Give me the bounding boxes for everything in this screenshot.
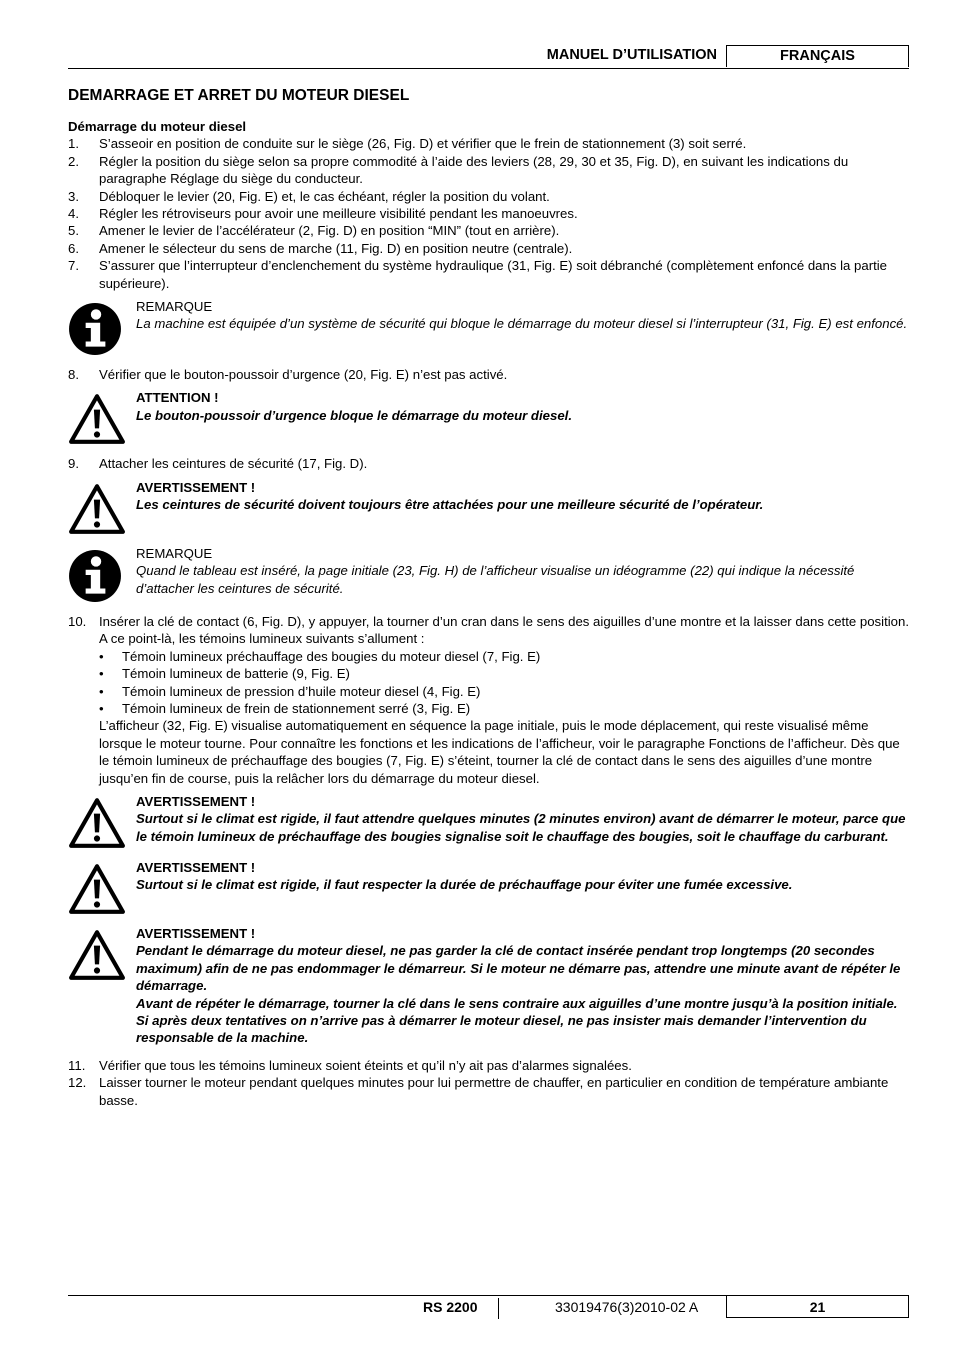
- note-title: REMARQUE: [136, 299, 213, 315]
- warning-icon: [68, 863, 126, 915]
- bullet-item: • Témoin lumineux de pression d’huile moteur diesel (4, Fig. E): [99, 683, 481, 699]
- bullet-item: • Témoin lumineux préchauffage des bougies du moteur diesel (7, Fig. E): [99, 648, 541, 664]
- bullet-item: • Témoin lumineux de batterie (9, Fig. E): [99, 666, 350, 682]
- warning-title: AVERTISSEMENT !: [136, 793, 256, 809]
- page-header: [68, 45, 909, 69]
- step-paragraph: L’afficheur (32, Fig. E) visualise automatiquement en séquence la page initiale, puis le mode déplacement, qui reste visualisé même lorsque le moteur tourne. Pour connaître les fonctions et les indications de l’afficheur, voir le paragraphe Fonctions de l’afficheur. Dès que le témoin lumineux de préchauffage des bougies (7, Fig. E) s’éteint, tourner la clé de contact dans le sens des aiguilles d’une montre jusqu’en fin de course, puis la relâcher lors du démarrage du moteur diesel.: [99, 718, 900, 786]
- footer-page-number: 21: [726, 1296, 909, 1318]
- bullet-item: • Témoin lumineux de frein de stationnement serré (3, Fig. E): [99, 700, 471, 716]
- footer-model: RS 2200: [423, 1299, 478, 1315]
- page-content: [68, 86, 910, 1109]
- warning-title: AVERTISSEMENT !: [136, 859, 256, 875]
- warning-title: AVERTISSEMENT !: [136, 479, 256, 495]
- warning-text: Surtout si le climat est rigide, il faut respecter la durée de préchauffage pour éviter une fumée excessive.: [136, 877, 793, 893]
- warning-icon: [68, 393, 126, 445]
- warning-icon: [68, 797, 126, 849]
- list-item: 10. Insérer la clé de contact (6, Fig. D), y appuyer, la tourner d’un cran dans le sens des aiguilles d’une montre et la laisser dans cette position. A ce point-là, les témoins lumineux suivants s’allument : • Témoin lumineux préchauffage des bougies du moteur diesel (7, Fig. E) • Témoin lumineux de batterie (9, Fig. E) • Témoin lumineux de pression d’huile moteur diesel (4, Fig. E) • Témoin lumineux de frein de stationnement serré (3, Fig. E) L’afficheur (32, Fig. E) visualise automatiquement en séquence la page initiale, puis le mode déplacement, qui reste visualisé même lorsque le moteur tourne. Pour connaître les fonctions et les indications de l’afficheur, voir le paragraphe Fonctions de l’afficheur. Dès que le témoin lumineux de préchauffage des bougies (7, Fig. E) s’éteint, tourner la clé de contact dans le sens des aiguilles d’une montre jusqu’en fin de course, puis la relâcher lors du démarrage du moteur diesel.: [68, 613, 910, 786]
- warning-text: Surtout si le climat est rigide, il faut attendre quelques minutes (2 minutes environ) avant de démarrer le moteur, parce que le témoin lumineux de préchauffage des bougies signalise soit le chauffage des bougies, soit le chauffage du carburant.: [136, 811, 906, 844]
- attention-block: [68, 389, 910, 445]
- list-item: 12. Laisser tourner le moteur pendant quelques minutes pour lui permettre de chauffer, en particulier en condition de température ambiante basse.: [68, 1075, 889, 1108]
- warning-block: [68, 479, 910, 535]
- note-text: La machine est équipée d’un système de sécurité qui bloque le démarrage du moteur diesel si l’interrupteur (31, Fig. E) est enfoncé.: [136, 316, 908, 332]
- warning-text: Si après deux tentatives on n’arrive pas à démarrer le moteur diesel, ne pas insister mais demander l’intervention du responsable de la machine.: [136, 1012, 867, 1046]
- list-item: 8. Vérifier que le bouton-poussoir d’urgence (20, Fig. E) n’est pas activé.: [68, 367, 508, 383]
- subsection-title: Démarrage du moteur diesel: [68, 119, 247, 134]
- note-title: REMARQUE: [136, 545, 213, 561]
- warning-icon: [68, 483, 126, 535]
- header-language-box: FRANÇAIS: [726, 45, 909, 67]
- footer-doc-code: 33019476(3)2010-02 A: [555, 1299, 699, 1315]
- warning-text: Avant de répéter le démarrage, tourner la clé dans le sens contraire aux aiguilles d’une montre jusqu’à la position initiale.: [136, 995, 898, 1011]
- info-icon: [68, 549, 122, 603]
- info-icon: [68, 302, 122, 356]
- note-text: Quand le tableau est inséré, la page initiale (23, Fig. H) de l’afficheur visualise un idéogramme (22) qui indique la nécessité d’attacher les ceintures de sécurité.: [136, 563, 855, 596]
- note-block: [68, 545, 910, 603]
- list-item: 4. Régler les rétroviseurs pour avoir une meilleure visibilité pendant les manoeuvres.: [68, 206, 578, 222]
- section-title: DEMARRAGE ET ARRET DU MOTEUR DIESEL: [68, 87, 410, 104]
- list-item: 11. Vérifier que tous les témoins lumineux soient éteints et qu’il n’y ait pas d’alarmes signalées.: [68, 1057, 632, 1073]
- footer-divider: [498, 1298, 499, 1319]
- warning-block: [68, 793, 910, 849]
- attention-title: ATTENTION !: [136, 390, 219, 406]
- list-item: 2. Régler la position du siège selon sa propre commodité à l’aide des leviers (28, 29, 30 et 35, Fig. D), en suivant les indications du paragraphe Réglage du siège du conducteur.: [68, 153, 849, 187]
- list-item: 6. Amener le sélecteur du sens de marche (11, Fig. D) en position neutre (centrale).: [68, 240, 573, 256]
- list-item: 3. Débloquer le levier (20, Fig. E) et, le cas échéant, régler la position du volant.: [68, 188, 550, 204]
- page-footer: [68, 1295, 909, 1319]
- warning-title: AVERTISSEMENT !: [136, 925, 256, 941]
- note-block: [68, 298, 910, 356]
- list-item: 1. S’asseoir en position de conduite sur le siège (26, Fig. D) et vérifier que le frein de stationnement (3) soit serré.: [68, 136, 747, 152]
- warning-block: [68, 925, 910, 1047]
- list-item: 7. S’assurer que l’interrupteur d’enclenchement du système hydraulique (31, Fig. E) soit débranché (complètement enfoncé dans la partie supérieure).: [68, 258, 888, 291]
- warning-icon: [68, 929, 126, 981]
- list-item: 9. Attacher les ceintures de sécurité (17, Fig. D).: [68, 456, 368, 472]
- attention-text: Le bouton-poussoir d’urgence bloque le démarrage du moteur diesel.: [136, 407, 572, 423]
- list-item: 5. Amener le levier de l’accélérateur (2, Fig. D) en position “MIN” (tout en arrière).: [68, 223, 560, 239]
- header-manual-label: MANUEL D’UTILISATION: [546, 47, 717, 63]
- warning-text: Les ceintures de sécurité doivent toujours être attachées pour une meilleure sécurité de l’opérateur.: [136, 497, 764, 513]
- warning-text: Pendant le démarrage du moteur diesel, ne pas garder la clé de contact insérée pendant trop longtemps (20 secondes maximum) afin de ne pas endommager le démarreur. Si le moteur ne démarre pas, attendre une minute avant de répéter le démarrage.: [136, 943, 901, 994]
- warning-block: [68, 859, 910, 915]
